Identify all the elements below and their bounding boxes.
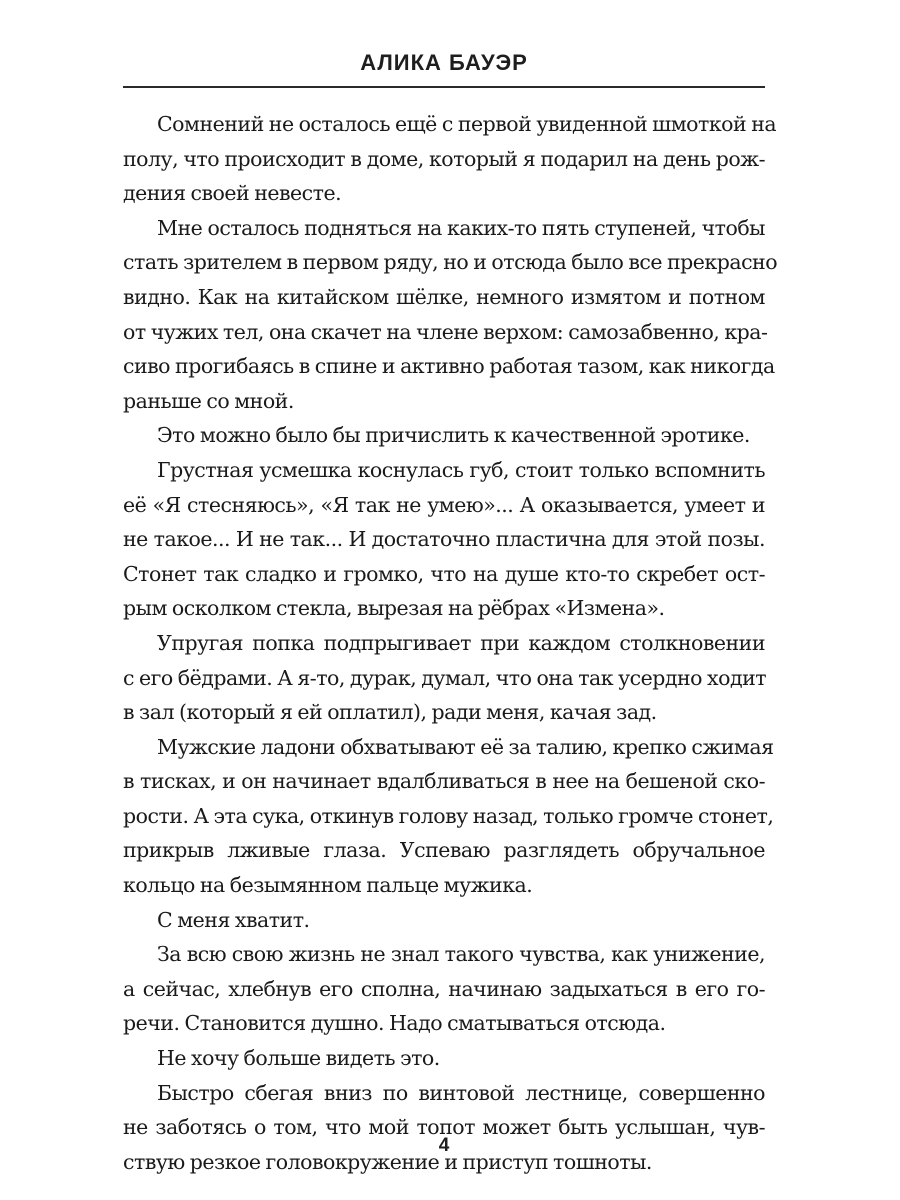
text-line: от чужих тел, она скачет на члене верхом: самозабвенно, кра-	[123, 319, 768, 344]
text-line: Мужские ладони обхватывают её за талию, крепко сжимая	[157, 734, 774, 759]
text-line: прикрыв лживые глаза. Успеваю разглядеть обручальное	[123, 838, 765, 863]
text-line: дения своей невесте.	[123, 181, 342, 206]
text-line: с его бёдрами. А я-то, дурак, думал, что она так усердно ходит	[123, 665, 767, 690]
text-line: в зал (который я ей оплатил), ради меня, качая зад.	[123, 700, 657, 725]
text-line: речи. Становится душно. Надо сматываться отсюда.	[123, 1011, 666, 1036]
text-line: в тисках, и он начинает вдалбливаться в нее на бешеной ско-	[123, 769, 765, 794]
paragraph	[123, 453, 765, 626]
header-rule	[123, 86, 765, 88]
paragraph	[123, 903, 765, 938]
page-number: 4	[438, 1135, 450, 1156]
text-line: Упругая попка подпрыгивает при каждом столкновении	[157, 630, 765, 655]
text-line: кольцо на безымянном пальце мужика.	[123, 873, 533, 898]
paragraph	[123, 107, 777, 211]
paragraph	[123, 211, 778, 419]
paragraph	[123, 418, 765, 453]
running-title: АЛИКА БАУЭР	[360, 50, 528, 75]
paragraph	[123, 1041, 765, 1076]
text-line: раньше со мной.	[123, 388, 294, 413]
text-line: стать зрителем в первом ряду, но и отсюда было все прекрасно	[123, 250, 778, 275]
paragraph	[123, 730, 774, 903]
text-line: ствую резкое головокружение и приступ тошноты.	[123, 1149, 652, 1174]
text-line: Мне осталось подняться на каких-то пять ступеней, чтобы	[157, 215, 765, 240]
text-line: Сомнений не осталось ещё с первой увиденной шмоткой на	[157, 112, 777, 136]
text-line: её «Я стесняюсь», «Я так не умею»... А оказывается, умеет и	[123, 492, 765, 517]
text-line: рым осколком стекла, вырезая на рёбрах «Измена».	[123, 596, 665, 621]
paragraph	[123, 626, 765, 730]
text-line: а сейчас, хлебнув его сполна, начинаю задыхаться в его го-	[123, 976, 765, 1001]
text-line: не такое... И не так... И достаточно пластична для этой позы.	[123, 527, 765, 552]
text-line: За всю свою жизнь не знал такого чувства, как унижение,	[157, 942, 765, 967]
paragraph	[123, 937, 765, 1041]
text-line: не заботясь о том, что мой топот может быть услышан, чув-	[123, 1115, 765, 1140]
text-line: Грустная усмешка коснулась губ, стоит только вспомнить	[157, 457, 765, 482]
text-line: рости. А эта сука, откинув голову назад, только громче стонет,	[123, 803, 774, 828]
text-line: сиво прогибаясь в спине и активно работая тазом, как никогда	[123, 354, 775, 379]
text-line: Это можно было бы причислить к качественной эротике.	[157, 423, 750, 448]
text-line: Не хочу больше видеть это.	[157, 1046, 440, 1071]
text-line: видно. Как на китайском шёлке, немного измятом и потном	[123, 284, 765, 309]
paragraph	[123, 1076, 765, 1180]
text-line: Стонет так сладко и громко, что на душе кто-то скребет ост-	[123, 561, 765, 586]
body-text	[123, 107, 778, 1179]
text-line: полу, что происходит в доме, который я подарил на день рож-	[123, 146, 765, 171]
text-line: Быстро сбегая вниз по винтовой лестнице, совершенно	[157, 1080, 765, 1105]
text-line: С меня хватит.	[157, 907, 310, 932]
